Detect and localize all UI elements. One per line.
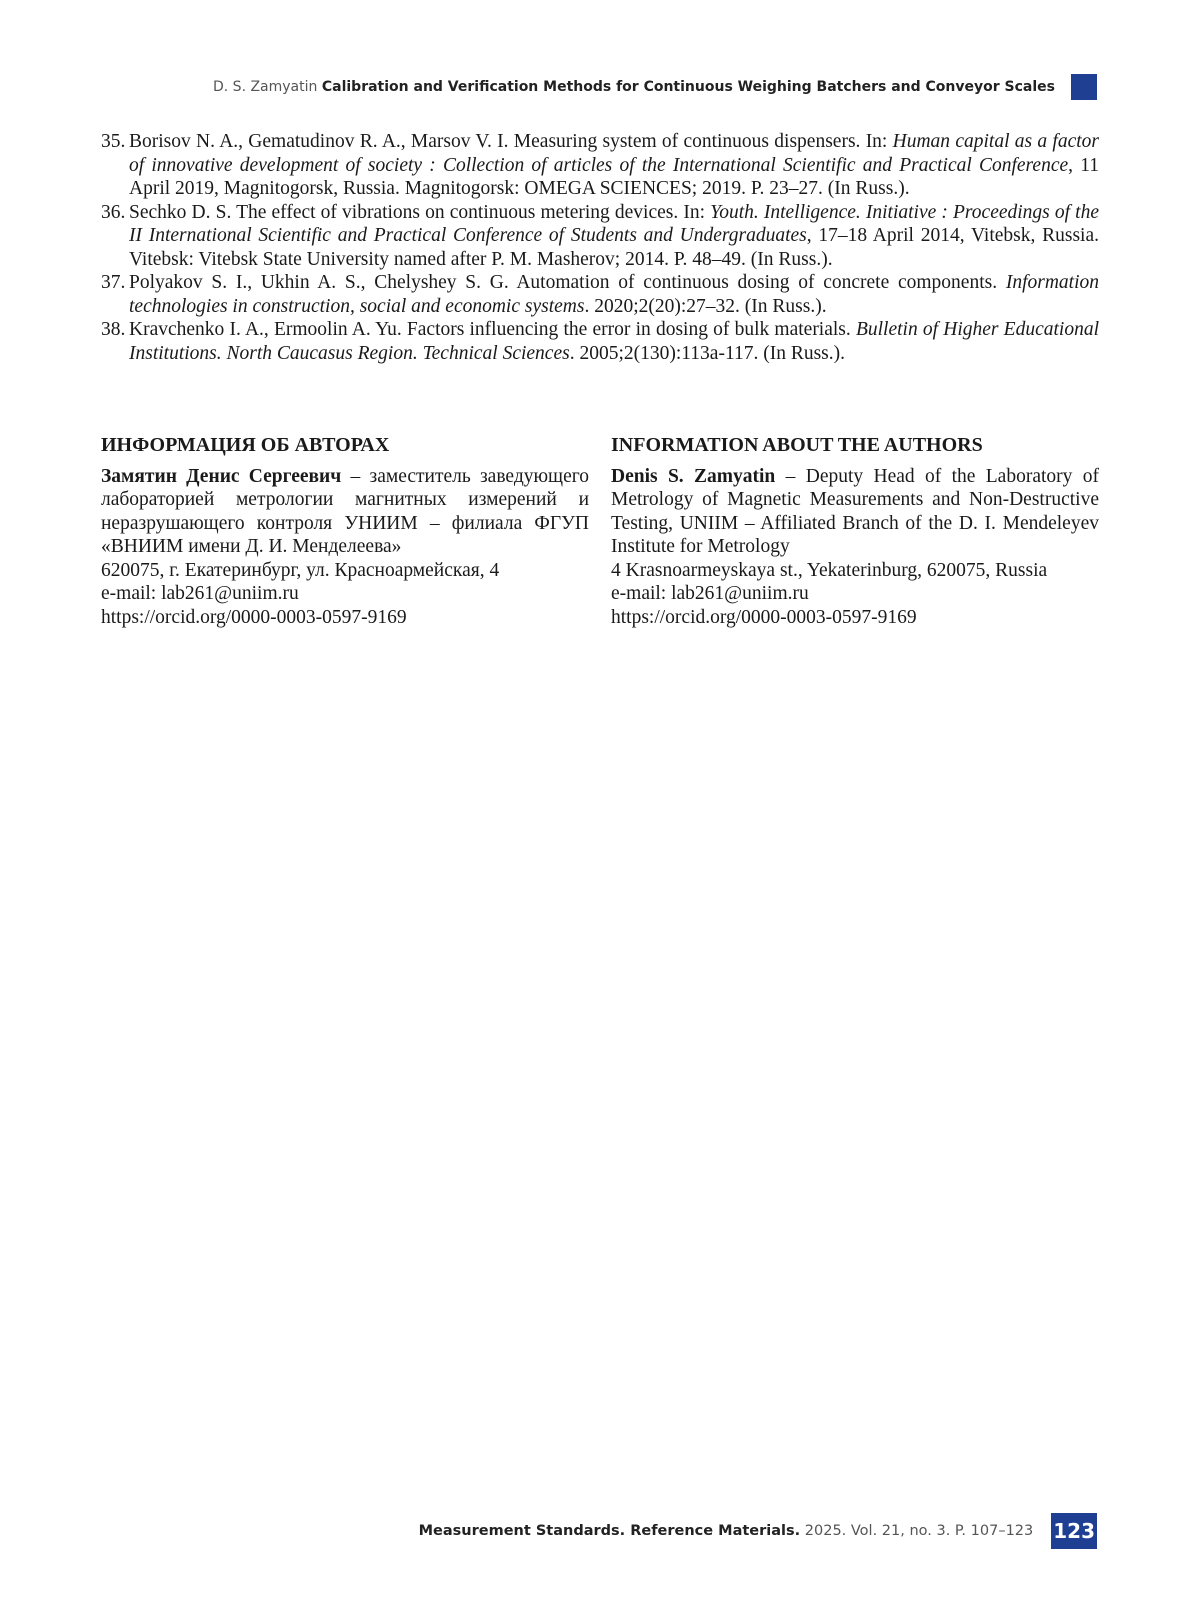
author-email-en[interactable]: e-mail: lab261@uniim.ru xyxy=(611,583,809,604)
reference-number: 37. xyxy=(101,272,126,293)
reference-text xyxy=(129,271,1099,318)
author-info-heading-ru: ИНФОРМАЦИЯ ОБ АВТОРАХ xyxy=(101,434,390,456)
author-bio-en xyxy=(611,465,1099,559)
author-orcid-ru[interactable]: https://orcid.org/0000-0003-0597-9169 xyxy=(101,606,407,628)
running-head xyxy=(213,74,1097,100)
reference-source: Human capital as a factor of innovative development of society : Collection of articles of the International Scientific and Practical Conference xyxy=(129,131,1099,176)
author-address-en: 4 Krasnoarmeyskaya st., Yekaterinburg, 620075, Russia xyxy=(611,559,1048,581)
reference-item xyxy=(101,201,1099,272)
author-name-en: Denis S. Zamyatin xyxy=(611,465,776,487)
reference-number: 38. xyxy=(101,319,126,340)
reference-number: 35. xyxy=(101,131,126,152)
footer-citation xyxy=(419,1523,1034,1539)
reference-details: , 17–18 April 2014, Vitebsk, Russia. Vitebsk: Vitebsk State University named after P. M. Masherov; 2014. P. 48–49. (In Russ.). xyxy=(129,225,1099,270)
reference-list xyxy=(101,130,1099,365)
author-info-heading-en: INFORMATION ABOUT THE AUTHORS xyxy=(611,434,983,456)
reference-item xyxy=(101,130,1099,201)
header-accent-square xyxy=(1071,74,1097,100)
running-head-text xyxy=(213,79,1055,95)
reference-source: Bulletin of Higher Educational Institutions. North Caucasus Region. Technical Sciences xyxy=(129,319,1099,364)
reference-text xyxy=(129,318,1099,365)
reference-details: . 2005;2(130):113a-117. (In Russ.). xyxy=(569,342,846,364)
page-footer xyxy=(419,1513,1097,1549)
reference-authors: Polyakov S. I., Ukhin A. S., Chelyshey S. G. Automation of continuous dosing of concrete components. xyxy=(129,272,1006,293)
running-head-title: Calibration and Verification Methods for Continuous Weighing Batchers and Conveyor Scales xyxy=(321,79,1055,95)
author-address-ru: 620075, г. Екатеринбург, ул. Красноармейская, 4 xyxy=(101,559,500,581)
footer-journal: Measurement Standards. Reference Materials. xyxy=(418,1523,801,1539)
author-info-russian xyxy=(101,434,589,629)
reference-number: 36. xyxy=(101,201,126,223)
page-number: 123 xyxy=(1051,1513,1097,1549)
author-email-ru[interactable]: e-mail: lab261@uniim.ru xyxy=(101,583,299,604)
footer-issue: 2025. Vol. 21, no. 3. P. 107–123 xyxy=(804,1523,1034,1539)
author-position-en: – Deputy Head of the Laboratory of Metrology of Magnetic Measurements and Non-Destructive Testing, UNIIM – Affiliated Branch of the D. I. Mendeleyev Institute for Metrology xyxy=(611,465,1099,557)
reference-source: Information technologies in construction, social and economic systems xyxy=(129,272,1099,317)
author-position-ru: – заместитель заведующего лабораторией метрологии магнитных измерений и неразрушающего контроля УНИИМ – филиала ФГУП «ВНИИМ имени Д. И. Менделеева» xyxy=(101,465,589,557)
reference-details: , 11 April 2019, Magnitogorsk, Russia. Magnitogorsk: OMEGA SCIENCES; 2019. P. 23–27. (In Russ.). xyxy=(129,154,1099,199)
reference-source: Youth. Intelligence. Initiative : Proceedings of the II International Scientific and Practical Conference of Students and Undergraduates xyxy=(129,201,1099,246)
author-orcid-en[interactable]: https://orcid.org/0000-0003-0597-9169 xyxy=(611,606,917,628)
reference-text xyxy=(129,201,1099,272)
reference-authors: Kravchenko I. A., Ermoolin A. Yu. Factors influencing the error in dosing of bulk materials. xyxy=(129,319,856,340)
author-bio-ru xyxy=(101,465,589,559)
author-name-ru: Замятин Денис Сергеевич xyxy=(101,465,342,487)
reference-authors: Sechko D. S. The effect of vibrations on continuous metering devices. In: xyxy=(129,201,711,223)
reference-text xyxy=(129,130,1099,201)
running-head-author: D. S. Zamyatin xyxy=(213,79,318,95)
reference-item xyxy=(101,318,1099,365)
author-info-section xyxy=(101,434,1099,629)
reference-authors: Borisov N. A., Gematudinov R. A., Marsov V. I. Measuring system of continuous dispensers. In: xyxy=(129,131,893,152)
reference-details: . 2020;2(20):27–32. (In Russ.). xyxy=(584,295,827,317)
reference-item xyxy=(101,271,1099,318)
author-info-english xyxy=(611,434,1099,629)
